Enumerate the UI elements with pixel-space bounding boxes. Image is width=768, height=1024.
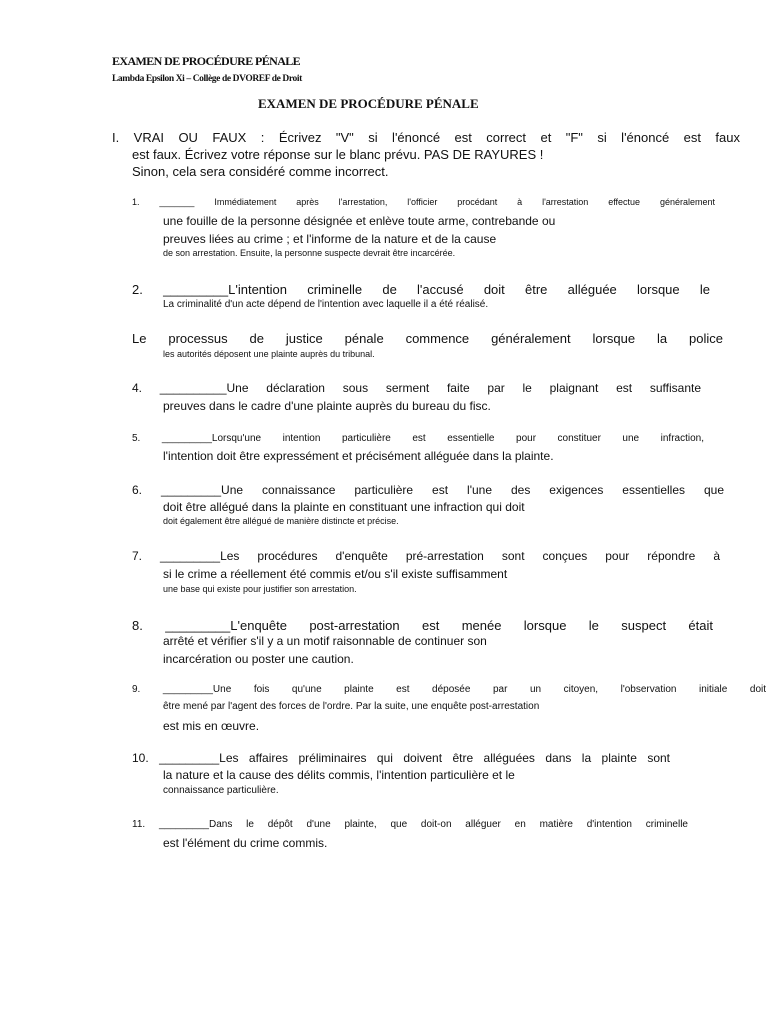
question-5-line-2: l'intention doit être expressément et précisément alléguée dans la plainte. bbox=[163, 449, 554, 463]
instructions-line-2: est faux. Écrivez votre réponse sur le blanc prévu. PAS DE RAYURES ! bbox=[132, 147, 544, 162]
question-8-line-3: incarcération ou poster une caution. bbox=[163, 652, 354, 666]
instructions-line-1: I. VRAI OU FAUX : Écrivez "V" si l'énoncé est correct et "F" si l'énoncé est faux bbox=[112, 130, 740, 145]
question-8-line-2: arrêté et vérifier s'il y a un motif raisonnable de continuer son bbox=[163, 634, 487, 648]
question-3-line-2: les autorités déposent une plainte auprès du tribunal. bbox=[163, 349, 375, 359]
instructions-line-3: Sinon, cela sera considéré comme incorrect. bbox=[132, 164, 389, 179]
question-7-line-1: 7. _________Les procédures d'enquête pré-arrestation sont conçues pour répondre à bbox=[132, 549, 720, 563]
question-9-line-2: être mené par l'agent des forces de l'ordre. Par la suite, une enquête post-arrestation bbox=[163, 701, 540, 712]
question-5-line-1: 5. _________Lorsqu'une intention particulière est essentielle pour constituer une infraction, bbox=[132, 433, 704, 444]
header-title: EXAMEN DE PROCÉDURE PÉNALE bbox=[112, 54, 301, 68]
question-9-line-1: 9. _________Une fois qu'une plainte est déposée par un citoyen, l'observation initiale doit bbox=[132, 684, 766, 695]
question-2-line-1: 2. _________L'intention criminelle de l'accusé doit être alléguée lorsque le bbox=[132, 282, 710, 297]
question-7-line-2: si le crime a réellement été commis et/ou s'il existe suffisamment bbox=[163, 567, 508, 581]
question-7-line-3: une base qui existe pour justifier son arrestation. bbox=[163, 584, 357, 594]
question-4-line-1: 4. __________Une déclaration sous serment faite par le plaignant est suffisante bbox=[132, 381, 701, 395]
header-subtitle: Lambda Epsilon Xi – Collège de DVOREF de Droit bbox=[112, 74, 302, 84]
question-3-line-1: Le processus de justice pénale commence généralement lorsque la police bbox=[132, 331, 723, 346]
question-10-line-2: la nature et la cause des délits commis, l'intention particulière et le bbox=[163, 768, 515, 782]
document-title: EXAMEN DE PROCÉDURE PÉNALE bbox=[258, 96, 479, 111]
question-10-line-1: 10. _________Les affaires préliminaires qui doivent être alléguées dans la plainte sont bbox=[132, 751, 670, 765]
question-6-line-2: doit être allégué dans la plainte en constituant une infraction qui doit bbox=[163, 500, 525, 514]
question-1-line-2: une fouille de la personne désignée et enlève toute arme, contrebande ou bbox=[163, 214, 556, 228]
question-1-line-3: preuves liées au crime ; et l'informe de la nature et de la cause bbox=[163, 232, 497, 246]
question-1-line-4: de son arrestation. Ensuite, la personne suspecte devrait être incarcérée. bbox=[163, 248, 456, 258]
question-10-line-3: connaissance particulière. bbox=[163, 785, 279, 796]
question-9-line-3: est mis en œuvre. bbox=[163, 719, 260, 733]
question-4-line-2: preuves dans le cadre d'une plainte auprès du bureau du fisc. bbox=[163, 399, 491, 413]
question-6-line-3: doit également être allégué de manière distincte et précise. bbox=[163, 516, 399, 526]
question-11-line-1: 11. _________Dans le dépôt d'une plainte, que doit-on alléguer en matière d'intention criminelle bbox=[132, 819, 688, 830]
question-8-line-1: 8. _________L'enquête post-arrestation est menée lorsque le suspect était bbox=[132, 618, 713, 633]
question-11-line-2: est l'élément du crime commis. bbox=[163, 836, 328, 850]
question-6-line-1: 6. _________Une connaissance particulière est l'une des exigences essentielles que bbox=[132, 483, 724, 497]
question-2-line-2: La criminalité d'un acte dépend de l'intention avec laquelle il a été réalisé. bbox=[163, 299, 489, 310]
question-1-line-1: 1. _______ Immédiatement après l'arrestation, l'officier procédant à l'arrestation effectue généralement bbox=[132, 197, 715, 207]
